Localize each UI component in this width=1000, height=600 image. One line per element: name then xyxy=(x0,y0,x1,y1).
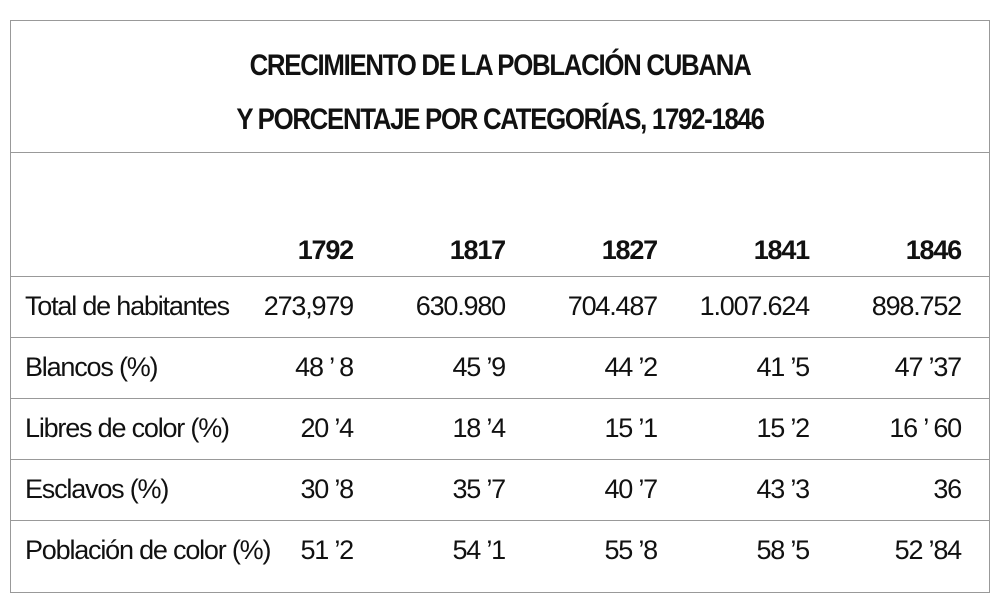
table-row-poblacion-color xyxy=(11,520,989,581)
cell-value: 36 xyxy=(933,474,961,504)
cell-value: 41 ’5 xyxy=(756,352,809,382)
row-label: Libres de color (%) xyxy=(25,413,229,443)
row-label: Población de color (%) xyxy=(25,535,271,566)
cell-value: 55 ’8 xyxy=(604,535,657,566)
cell-value: 1.007.624 xyxy=(699,291,809,321)
column-header-1846: 1846 xyxy=(905,234,961,265)
table-title-line-2: Y PORCENTAJE POR CATEGORÍAS, 1792-1846 xyxy=(236,103,764,136)
cell-value: 20 ’4 xyxy=(300,413,353,443)
cell-value: 18 ’4 xyxy=(452,413,505,443)
cell-value: 630.980 xyxy=(415,291,505,321)
cell-value: 35 ’7 xyxy=(452,474,505,504)
cell-value: 54 ’1 xyxy=(452,535,505,566)
table-title-line-1: CRECIMIENTO DE LA POBLACIÓN CUBANA xyxy=(249,49,751,82)
cell-value: 47 ’37 xyxy=(894,352,961,382)
cell-value: 40 ’7 xyxy=(604,474,657,504)
cell-value: 704.487 xyxy=(567,291,657,321)
cell-value: 898.752 xyxy=(871,291,961,321)
cell-value: 45 ’9 xyxy=(452,352,505,382)
column-header-1817: 1817 xyxy=(449,234,505,265)
cell-value: 51 ’2 xyxy=(300,535,353,566)
header-row xyxy=(11,152,989,276)
table-row-total xyxy=(11,276,989,337)
row-label: Blancos (%) xyxy=(25,352,158,382)
table-frame xyxy=(10,20,990,593)
cell-value: 48 ’ 8 xyxy=(295,352,353,382)
header-label-cell xyxy=(11,152,229,276)
table-row-esclavos xyxy=(11,459,989,520)
cell-value: 273,979 xyxy=(263,291,353,321)
cell-value: 52 ’84 xyxy=(894,535,961,566)
cell-value: 15 ’1 xyxy=(604,413,657,443)
row-label: Esclavos (%) xyxy=(25,474,169,504)
column-header-1792: 1792 xyxy=(297,234,353,265)
cell-value: 58 ’5 xyxy=(756,535,809,566)
column-header-1827: 1827 xyxy=(601,234,657,265)
cell-value: 44 ’2 xyxy=(604,352,657,382)
table-row-blancos xyxy=(11,337,989,398)
population-table xyxy=(11,152,989,581)
table-row-libres xyxy=(11,398,989,459)
title-block xyxy=(11,21,989,153)
cell-value: 16 ’ 60 xyxy=(889,413,961,443)
column-header-1841: 1841 xyxy=(753,234,809,265)
row-label: Total de habitantes xyxy=(25,291,229,321)
cell-value: 43 ’3 xyxy=(756,474,809,504)
cell-value: 15 ’2 xyxy=(756,413,809,443)
cell-value: 30 ’8 xyxy=(300,474,353,504)
